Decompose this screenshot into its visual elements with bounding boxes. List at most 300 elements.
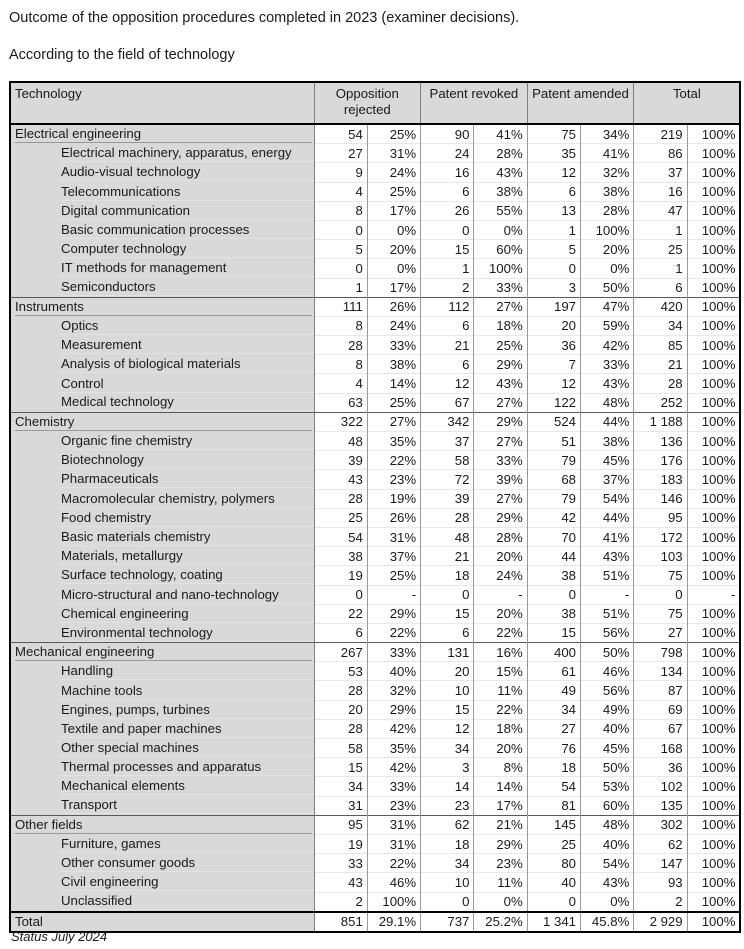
row-value-cell: 8 (314, 201, 367, 220)
table-row (10, 316, 740, 335)
row-label-cell (10, 220, 314, 239)
row-value-cell: 136 (634, 432, 687, 451)
row-label: Instruments (15, 298, 312, 316)
totals-value-cell: 29.1% (367, 912, 420, 932)
row-value-cell: 18 (527, 758, 580, 777)
row-value-cell: 27 (527, 719, 580, 738)
row-value-cell: 13 (527, 201, 580, 220)
row-value-cell: 7 (527, 355, 580, 374)
row-value-cell: 24% (367, 316, 420, 335)
row-value-cell: 37 (634, 163, 687, 182)
row-label: Unclassified (61, 892, 314, 910)
row-value-cell: 85 (634, 336, 687, 355)
row-label: Biotechnology (61, 451, 314, 469)
row-value-cell: 8 (314, 316, 367, 335)
row-label-cell (10, 585, 314, 604)
row-value-cell: 0% (474, 892, 527, 912)
row-value-cell: 100% (687, 412, 740, 431)
row-value-cell: 100% (687, 182, 740, 201)
table-row (10, 854, 740, 873)
row-value-cell: 135 (634, 796, 687, 815)
row-value-cell: 60% (581, 796, 634, 815)
row-value-cell: 56% (581, 623, 634, 642)
row-value-cell: 23% (367, 470, 420, 489)
row-value-cell: 33 (314, 854, 367, 873)
table-row (10, 220, 740, 239)
row-value-cell: 27% (474, 393, 527, 412)
table-row (10, 240, 740, 259)
row-label: Chemical engineering (61, 605, 314, 623)
row-label: Electrical machinery, apparatus, energy (61, 144, 314, 162)
row-value-cell: 100% (687, 719, 740, 738)
row-value-cell: 100% (687, 758, 740, 777)
row-value-cell: 100% (687, 643, 740, 662)
row-value-cell: 38% (367, 355, 420, 374)
row-value-cell: 0 (421, 220, 474, 239)
page-title: Outcome of the opposition procedures completed in 2023 (examiner decisions). (9, 10, 520, 26)
table-row (10, 873, 740, 892)
row-value-cell: 100% (367, 892, 420, 912)
row-value-cell: 100% (687, 278, 740, 297)
totals-value-cell: 100% (687, 912, 740, 932)
row-value-cell: 20 (421, 662, 474, 681)
row-value-cell: 0 (634, 585, 687, 604)
row-value-cell: 95 (634, 508, 687, 527)
row-value-cell: 0 (527, 892, 580, 912)
row-value-cell: 54 (314, 527, 367, 546)
row-value-cell: 31% (367, 834, 420, 853)
row-value-cell: 100% (687, 547, 740, 566)
row-label-cell (10, 623, 314, 642)
row-value-cell: 48 (421, 527, 474, 546)
row-value-cell: 131 (421, 643, 474, 662)
row-value-cell: 6 (314, 623, 367, 642)
row-value-cell: 15 (314, 758, 367, 777)
table-row (10, 758, 740, 777)
row-value-cell: 0% (581, 892, 634, 912)
row-value-cell: 17% (367, 278, 420, 297)
row-value-cell: 36 (634, 758, 687, 777)
row-value-cell: 49% (581, 700, 634, 719)
row-value-cell: 24% (474, 566, 527, 585)
row-value-cell: 34 (634, 316, 687, 335)
table-row (10, 777, 740, 796)
column-header-patent-amended: Patent amended (527, 82, 634, 124)
row-value-cell: 20% (474, 547, 527, 566)
row-value-cell: 100% (687, 777, 740, 796)
row-value-cell: 16 (421, 163, 474, 182)
row-value-cell: 27 (314, 144, 367, 163)
row-value-cell: 100% (687, 815, 740, 834)
row-value-cell: 10 (421, 681, 474, 700)
row-value-cell: 100% (687, 873, 740, 892)
row-label-cell (10, 182, 314, 201)
row-label: Environmental technology (61, 624, 314, 642)
row-value-cell: 6 (421, 623, 474, 642)
row-value-cell: 6 (421, 316, 474, 335)
row-value-cell: 134 (634, 662, 687, 681)
row-label-cell (10, 566, 314, 585)
row-label: Computer technology (61, 240, 314, 258)
row-value-cell: 103 (634, 547, 687, 566)
row-value-cell: 44% (581, 412, 634, 431)
row-value-cell: 21 (421, 336, 474, 355)
row-value-cell: 34 (421, 739, 474, 758)
row-value-cell: 53% (581, 777, 634, 796)
row-value-cell: 26% (367, 297, 420, 316)
row-value-cell: - (687, 585, 740, 604)
row-value-cell: 14 (421, 777, 474, 796)
row-label: Electrical engineering (15, 125, 312, 143)
row-value-cell: 33% (367, 336, 420, 355)
row-value-cell: 100% (687, 604, 740, 623)
row-value-cell: 51 (527, 432, 580, 451)
row-value-cell: 22% (367, 854, 420, 873)
row-value-cell: 102 (634, 777, 687, 796)
row-value-cell: 15 (421, 240, 474, 259)
row-label: Basic communication processes (61, 221, 314, 239)
row-value-cell: 46% (367, 873, 420, 892)
row-value-cell: 40 (527, 873, 580, 892)
row-label: Machine tools (61, 682, 314, 700)
row-value-cell: 35% (367, 432, 420, 451)
row-value-cell: 100% (687, 355, 740, 374)
row-value-cell: 176 (634, 451, 687, 470)
row-value-cell: 100% (687, 623, 740, 642)
row-label-cell (10, 796, 314, 815)
row-value-cell: 100% (687, 374, 740, 393)
table-row (10, 432, 740, 451)
row-value-cell: 22% (474, 623, 527, 642)
row-value-cell: 14% (474, 777, 527, 796)
row-value-cell: 90 (421, 124, 474, 144)
row-label-cell (10, 873, 314, 892)
row-value-cell: 1 (421, 259, 474, 278)
row-value-cell: 29% (367, 700, 420, 719)
row-value-cell: 400 (527, 643, 580, 662)
table-row (10, 355, 740, 374)
row-value-cell: 44% (581, 508, 634, 527)
row-value-cell: 15 (527, 623, 580, 642)
row-value-cell: 46% (581, 662, 634, 681)
opposition-outcome-table (9, 81, 741, 933)
row-value-cell: 43% (581, 547, 634, 566)
row-label-cell (10, 336, 314, 355)
table-body (10, 124, 740, 932)
row-label-cell (10, 815, 314, 834)
row-value-cell: 55% (474, 201, 527, 220)
row-label-cell (10, 412, 314, 431)
row-value-cell: 29% (474, 834, 527, 853)
row-value-cell: 49 (527, 681, 580, 700)
row-value-cell: 100% (687, 489, 740, 508)
row-value-cell: 62 (421, 815, 474, 834)
row-value-cell: 0% (474, 220, 527, 239)
row-value-cell: 42% (581, 336, 634, 355)
row-label-cell (10, 470, 314, 489)
row-value-cell: 42% (367, 719, 420, 738)
row-value-cell: 172 (634, 527, 687, 546)
row-value-cell: 38 (314, 547, 367, 566)
row-value-cell: 6 (421, 355, 474, 374)
row-value-cell: 6 (527, 182, 580, 201)
column-header-total: Total (634, 82, 741, 124)
totals-value-cell: 25.2% (474, 912, 527, 932)
table-row-section (10, 815, 740, 834)
row-value-cell: 81 (527, 796, 580, 815)
row-value-cell: 42 (527, 508, 580, 527)
row-value-cell: 798 (634, 643, 687, 662)
row-value-cell: 25% (367, 393, 420, 412)
row-label-cell (10, 892, 314, 912)
row-value-cell: 1 (634, 259, 687, 278)
row-value-cell: 93 (634, 873, 687, 892)
row-value-cell: 34% (581, 124, 634, 144)
row-value-cell: 100% (687, 393, 740, 412)
table-row (10, 604, 740, 623)
row-value-cell: 19 (314, 566, 367, 585)
row-value-cell: 322 (314, 412, 367, 431)
row-label: Materials, metallurgy (61, 547, 314, 565)
row-value-cell: 28% (474, 527, 527, 546)
row-value-cell: 29% (474, 508, 527, 527)
row-value-cell: 1 188 (634, 412, 687, 431)
table-row (10, 547, 740, 566)
row-value-cell: 61 (527, 662, 580, 681)
row-label-cell (10, 719, 314, 738)
row-value-cell: 43% (581, 873, 634, 892)
row-value-cell: 50% (581, 643, 634, 662)
table-row (10, 700, 740, 719)
row-value-cell: 0 (314, 220, 367, 239)
row-label: Digital communication (61, 202, 314, 220)
row-value-cell: 24% (367, 163, 420, 182)
row-value-cell: 147 (634, 854, 687, 873)
row-value-cell: 18 (421, 566, 474, 585)
row-value-cell: 43% (581, 374, 634, 393)
row-label: Macromolecular chemistry, polymers (61, 490, 314, 508)
table-row (10, 566, 740, 585)
table-row-section (10, 297, 740, 316)
row-value-cell: 252 (634, 393, 687, 412)
row-label-cell (10, 508, 314, 527)
row-value-cell: 39 (314, 451, 367, 470)
row-value-cell: 100% (687, 201, 740, 220)
row-value-cell: 100% (687, 163, 740, 182)
row-label: Chemistry (15, 413, 312, 431)
row-label-cell (10, 834, 314, 853)
row-value-cell: 79 (527, 451, 580, 470)
row-label: Civil engineering (61, 873, 314, 891)
row-label-cell (10, 259, 314, 278)
row-value-cell: 32% (581, 163, 634, 182)
row-value-cell: 100% (687, 527, 740, 546)
row-value-cell: 38% (474, 182, 527, 201)
row-label-cell (10, 681, 314, 700)
row-value-cell: 15 (421, 604, 474, 623)
row-label-cell (10, 854, 314, 873)
row-label-cell (10, 777, 314, 796)
row-value-cell: 112 (421, 297, 474, 316)
row-label: Micro-structural and nano-technology (61, 586, 314, 604)
row-label-cell (10, 547, 314, 566)
table-row (10, 182, 740, 201)
row-value-cell: 100% (687, 451, 740, 470)
row-value-cell: 16 (634, 182, 687, 201)
row-label: Other fields (15, 816, 312, 834)
row-value-cell: 21 (421, 547, 474, 566)
row-value-cell: 51% (581, 604, 634, 623)
row-value-cell: 58 (314, 739, 367, 758)
row-value-cell: 38% (581, 432, 634, 451)
row-value-cell: 38 (527, 566, 580, 585)
row-value-cell: 67 (634, 719, 687, 738)
row-value-cell: 48% (581, 815, 634, 834)
row-value-cell: 34 (421, 854, 474, 873)
table-row (10, 336, 740, 355)
row-value-cell: 87 (634, 681, 687, 700)
row-value-cell: 25 (527, 834, 580, 853)
row-value-cell: 100% (687, 336, 740, 355)
row-value-cell: 18% (474, 719, 527, 738)
row-value-cell: 58 (421, 451, 474, 470)
row-value-cell: 20% (367, 240, 420, 259)
row-value-cell: 168 (634, 739, 687, 758)
row-value-cell: 47 (634, 201, 687, 220)
table-row (10, 681, 740, 700)
row-label-cell (10, 527, 314, 546)
row-value-cell: 145 (527, 815, 580, 834)
row-value-cell: 54% (581, 489, 634, 508)
column-header-technology: Technology (10, 82, 314, 124)
row-label: IT methods for management (61, 259, 314, 277)
row-value-cell: 76 (527, 739, 580, 758)
row-value-cell: 21% (474, 815, 527, 834)
row-value-cell: 1 (314, 278, 367, 297)
row-value-cell: 25 (634, 240, 687, 259)
row-value-cell: 20% (581, 240, 634, 259)
row-value-cell: 0 (314, 585, 367, 604)
row-value-cell: 33% (367, 777, 420, 796)
row-label: Medical technology (61, 393, 314, 411)
row-value-cell: 28 (421, 508, 474, 527)
row-value-cell: 41% (581, 144, 634, 163)
row-value-cell: 2 (314, 892, 367, 912)
row-value-cell: 53 (314, 662, 367, 681)
row-value-cell: 22% (367, 623, 420, 642)
row-label-cell (10, 393, 314, 412)
row-value-cell: 0 (314, 259, 367, 278)
row-label-cell (10, 278, 314, 297)
row-value-cell: 68 (527, 470, 580, 489)
row-value-cell: 37% (581, 470, 634, 489)
row-value-cell: 28% (474, 144, 527, 163)
row-value-cell: 183 (634, 470, 687, 489)
table-row (10, 393, 740, 412)
row-value-cell: 20% (474, 739, 527, 758)
row-value-cell: 100% (687, 316, 740, 335)
row-value-cell: 33% (581, 355, 634, 374)
row-value-cell: 34 (527, 700, 580, 719)
table-row (10, 144, 740, 163)
row-value-cell: - (474, 585, 527, 604)
row-value-cell: 4 (314, 182, 367, 201)
row-value-cell: 22% (367, 451, 420, 470)
row-value-cell: 80 (527, 854, 580, 873)
row-value-cell: 28% (581, 201, 634, 220)
totals-label-cell: Total (10, 912, 314, 932)
row-label-cell (10, 662, 314, 681)
row-value-cell: 79 (527, 489, 580, 508)
row-value-cell: 28 (314, 336, 367, 355)
row-label: Basic materials chemistry (61, 528, 314, 546)
row-value-cell: 32% (367, 681, 420, 700)
row-label-cell (10, 604, 314, 623)
row-value-cell: 35% (367, 739, 420, 758)
row-label: Food chemistry (61, 509, 314, 527)
row-value-cell: 25% (367, 566, 420, 585)
column-header-opposition-rejected: Opposition rejected (314, 82, 421, 124)
row-value-cell: 19% (367, 489, 420, 508)
row-value-cell: 31% (367, 815, 420, 834)
row-value-cell: 25% (367, 124, 420, 144)
row-value-cell: 48% (581, 393, 634, 412)
row-value-cell: 100% (687, 834, 740, 853)
row-label: Textile and paper machines (61, 720, 314, 738)
row-value-cell: 34 (314, 777, 367, 796)
row-value-cell: 9 (314, 163, 367, 182)
row-value-cell: 43 (314, 873, 367, 892)
row-label: Analysis of biological materials (61, 355, 314, 373)
row-value-cell: 20 (314, 700, 367, 719)
row-value-cell: 27% (474, 489, 527, 508)
row-value-cell: 1 (527, 220, 580, 239)
row-label-cell (10, 643, 314, 662)
row-value-cell: 100% (687, 508, 740, 527)
row-value-cell: 17% (367, 201, 420, 220)
row-value-cell: 100% (687, 144, 740, 163)
row-value-cell: 62 (634, 834, 687, 853)
row-value-cell: 36 (527, 336, 580, 355)
table-row (10, 508, 740, 527)
row-value-cell: 6 (421, 182, 474, 201)
row-value-cell: 48 (314, 432, 367, 451)
row-label-cell (10, 201, 314, 220)
row-value-cell: 0% (367, 220, 420, 239)
row-label: Handling (61, 662, 314, 680)
row-value-cell: 26% (367, 508, 420, 527)
row-value-cell: 51% (581, 566, 634, 585)
row-value-cell: 10 (421, 873, 474, 892)
row-value-cell: 100% (687, 470, 740, 489)
row-value-cell: 22 (314, 604, 367, 623)
table-row-section (10, 412, 740, 431)
row-value-cell: 100% (687, 662, 740, 681)
table-row (10, 470, 740, 489)
row-value-cell: 70 (527, 527, 580, 546)
row-value-cell: 100% (687, 700, 740, 719)
row-label-cell (10, 374, 314, 393)
totals-value-cell: 45.8% (581, 912, 634, 932)
totals-value-cell: 851 (314, 912, 367, 932)
row-value-cell: 15% (474, 662, 527, 681)
row-value-cell: 75 (527, 124, 580, 144)
row-value-cell: 111 (314, 297, 367, 316)
table-row-section (10, 643, 740, 662)
row-value-cell: 47% (581, 297, 634, 316)
table-row (10, 527, 740, 546)
row-value-cell: 95 (314, 815, 367, 834)
